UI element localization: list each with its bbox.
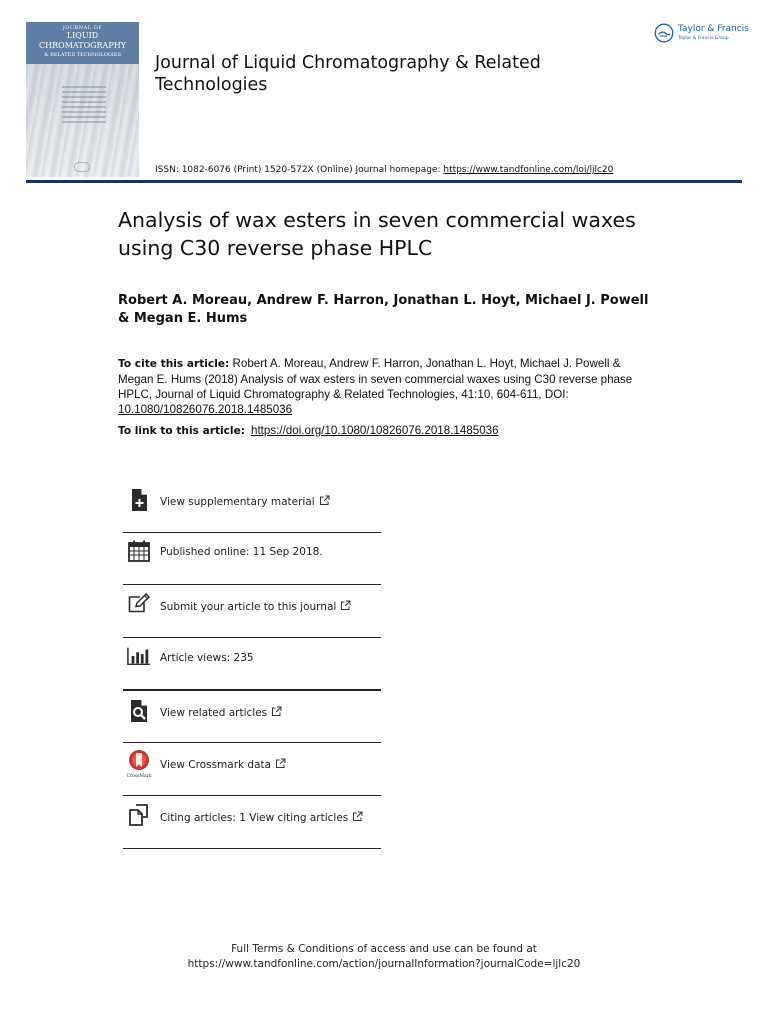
cite-text: Robert A. Moreau, Andrew F. Harron, Jonathan L. Hoyt, Michael J. Powell & Megan E. Hums (2018) Analysis of wax esters in seven commercial waxes using C30 reverse phase HPLC, Journal of Liquid Chromatography & Related Technologies, 41:10, 604-611, DOI: xyxy=(118,357,633,401)
taylor-francis-logo-icon xyxy=(654,23,674,43)
publisher-name: Taylor & Francis xyxy=(678,24,749,34)
cover-line-2: LIQUID xyxy=(66,31,99,40)
document-plus-icon xyxy=(127,488,151,512)
edit-icon xyxy=(127,592,151,616)
cover-contents-lines xyxy=(62,86,106,126)
footer-terms-link[interactable]: https://www.tandfonline.com/action/journalInformation?journalCode=ljlc20 xyxy=(187,958,581,970)
citation-block xyxy=(118,356,638,417)
cover-line-1: JOURNAL OF xyxy=(62,25,103,31)
article-doi-link[interactable]: https://doi.org/10.1080/10826076.2018.1485036 xyxy=(251,424,499,437)
citing-articles-icon xyxy=(127,803,151,827)
info-label: View Crossmark data xyxy=(160,759,272,771)
cover-publisher-seal xyxy=(74,162,90,172)
external-link-icon xyxy=(352,811,363,822)
header-rule xyxy=(26,180,742,183)
info-label: Article views: 235 xyxy=(160,652,254,664)
submit-article-row[interactable] xyxy=(123,585,381,637)
publisher-group: Taylor & Francis Group xyxy=(678,36,729,41)
published-online-row xyxy=(123,533,381,585)
link-label: To link to this article: xyxy=(118,425,245,437)
cite-doi-link[interactable]: 10.1080/10826076.2018.1485036 xyxy=(118,403,293,416)
info-label: Citing articles: 1 View citing articles xyxy=(160,812,349,824)
supplementary-material-row[interactable] xyxy=(123,480,381,532)
crossmark-row[interactable] xyxy=(123,743,381,795)
publisher-logo[interactable] xyxy=(654,22,749,46)
issn-line xyxy=(155,165,613,175)
citing-articles-row[interactable] xyxy=(123,796,381,848)
article-title: Analysis of wax esters in seven commercial waxes using C30 reverse phase HPLC xyxy=(118,208,636,260)
crossmark-caption: CrossMark xyxy=(126,774,152,779)
related-articles-row[interactable] xyxy=(123,691,381,743)
crossmark-icon xyxy=(126,749,152,779)
issn-text: ISSN: 1082-6076 (Print) 1520-572X (Online) Journal homepage: xyxy=(155,165,444,175)
cover-line-4: & RELATED TECHNOLOGIES xyxy=(44,52,121,58)
external-link-icon xyxy=(275,758,286,769)
document-search-icon xyxy=(127,699,151,723)
cover-line-3: CHROMATOGRAPHY xyxy=(39,41,126,50)
footer xyxy=(0,942,768,972)
info-label: Published online: 11 Sep 2018. xyxy=(160,546,323,558)
info-label: Submit your article to this journal xyxy=(160,601,337,613)
article-authors: Robert A. Moreau, Andrew F. Harron, Jonathan L. Hoyt, Michael J. Powell & Megan E. Hums xyxy=(118,293,649,326)
info-label: View supplementary material xyxy=(160,496,315,508)
bar-chart-icon xyxy=(127,644,151,668)
external-link-icon xyxy=(340,600,351,611)
row-divider xyxy=(123,848,381,849)
article-link-line xyxy=(118,424,638,437)
external-link-icon xyxy=(319,495,330,506)
journal-cover-image xyxy=(26,22,139,177)
calendar-icon xyxy=(127,539,151,563)
cite-label: To cite this article: xyxy=(118,358,230,370)
info-label: View related articles xyxy=(160,707,268,719)
article-views-row xyxy=(123,638,381,690)
journal-title: Journal of Liquid Chromatography & Related Technologies xyxy=(155,53,541,95)
external-link-icon xyxy=(271,706,282,717)
footer-line-1: Full Terms & Conditions of access and use can be found at xyxy=(231,943,537,955)
journal-homepage-link[interactable]: https://www.tandfonline.com/loi/ljlc20 xyxy=(443,165,614,175)
